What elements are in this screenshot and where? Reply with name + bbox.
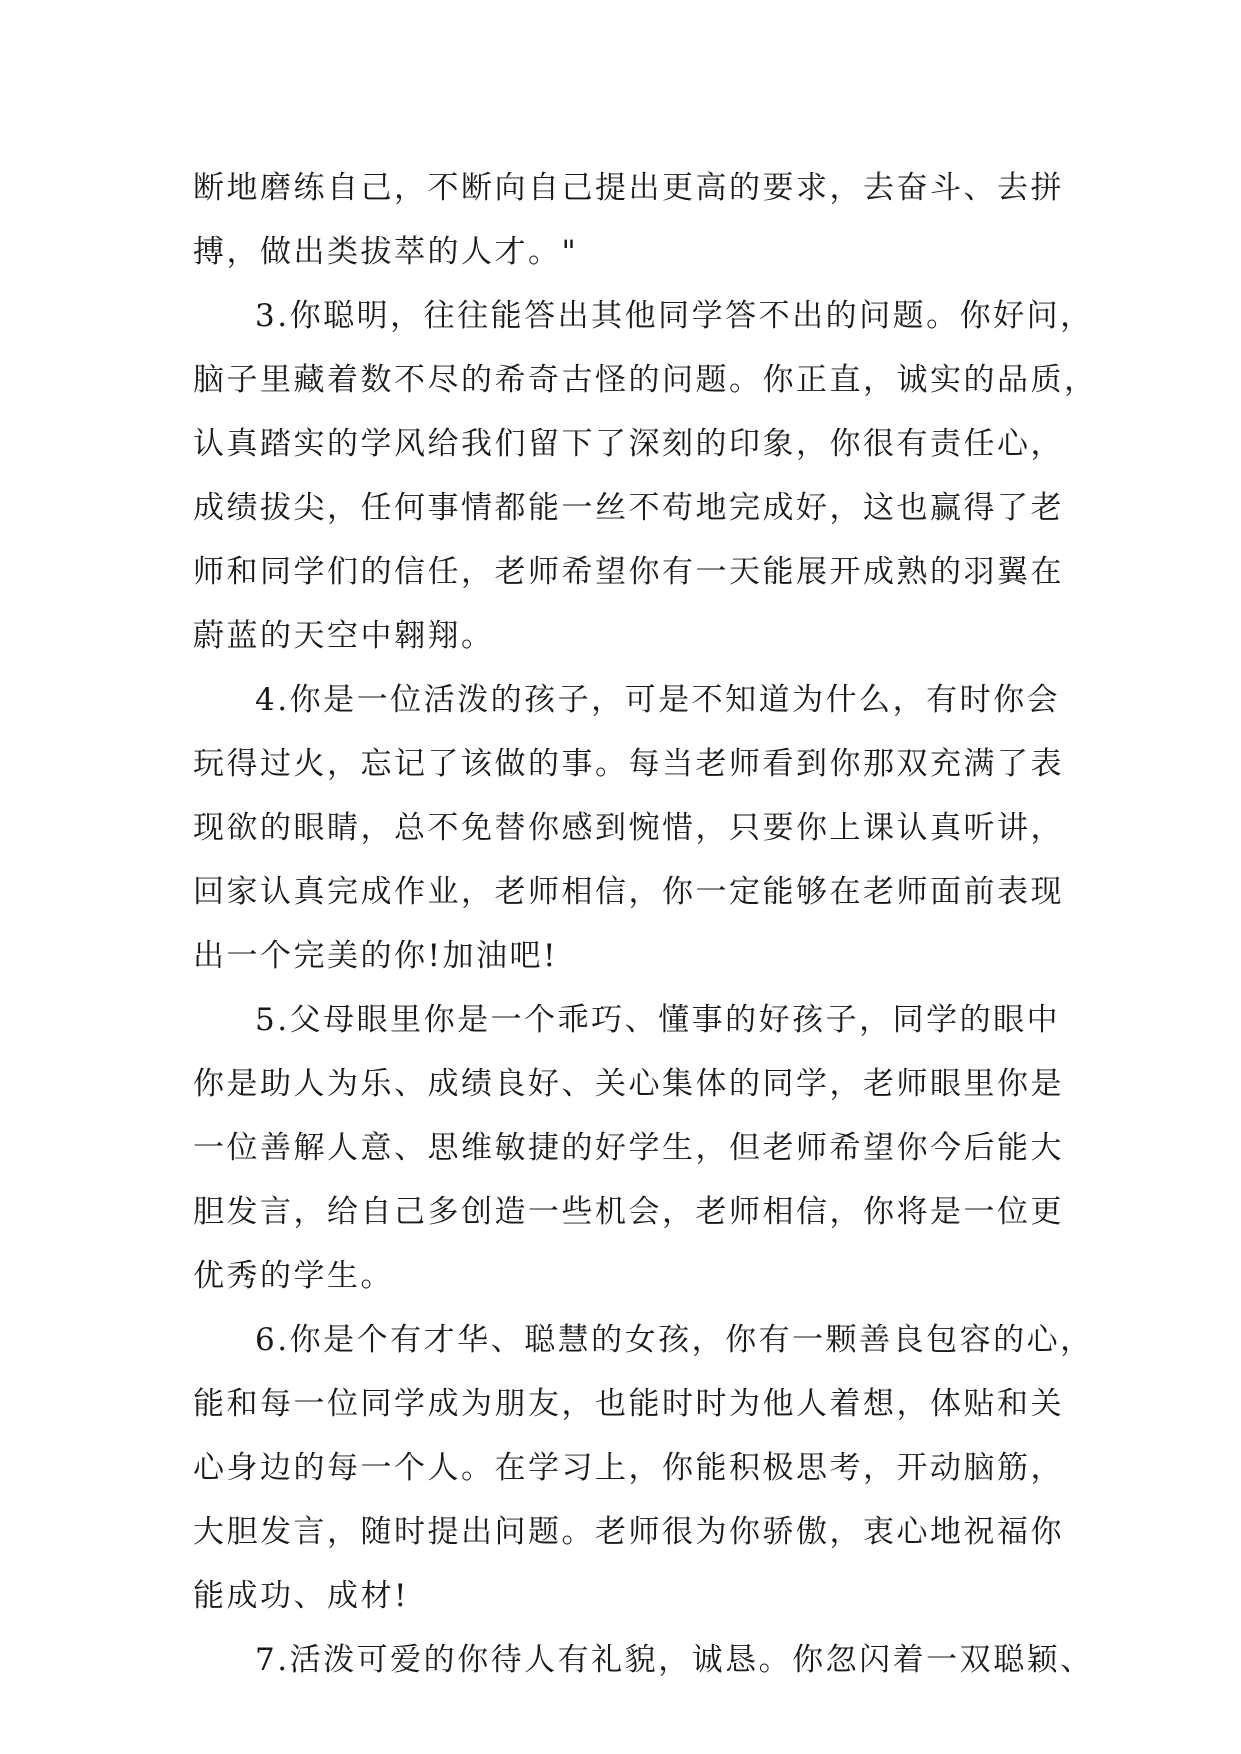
text-line: 蔚蓝的天空中翱翔。: [193, 618, 495, 654]
text-line: 5.父母眼里你是一个乖巧、懂事的好孩子，同学的眼中: [255, 1002, 1061, 1038]
text-line: 能成功、成材!: [193, 1578, 409, 1614]
text-line: 回家认真完成作业，老师相信，你一定能够在老师面前表现: [193, 874, 1064, 910]
text-line: 一位善解人意、思维敏捷的好学生，但老师希望你今后能大: [193, 1130, 1064, 1166]
text-line: 7.活泼可爱的你待人有礼貌，诚恳。你忽闪着一双聪颖、: [255, 1642, 1094, 1678]
text-line: 师和同学们的信任，老师希望你有一天能展开成熟的羽翼在: [193, 554, 1064, 590]
text-line: 大胆发言，随时提出问题。老师很为你骄傲，衷心地祝福你: [193, 1514, 1064, 1550]
text-line: 优秀的学生。: [193, 1258, 394, 1294]
text-line: 6.你是个有才华、聪慧的女孩，你有一颗善良包容的心，: [255, 1322, 1094, 1358]
text-line: 能和每一位同学成为朋友，也能时时为他人着想，体贴和关: [193, 1386, 1064, 1422]
text-line: 3.你聪明，往往能答出其他同学答不出的问题。你好问，: [255, 298, 1094, 334]
text-line: 你是助人为乐、成绩良好、关心集体的同学，老师眼里你是: [193, 1066, 1064, 1102]
text-line: 出一个完美的你!加油吧!: [193, 938, 558, 974]
text-line: 成绩拔尖，任何事情都能一丝不苟地完成好，这也赢得了老: [193, 490, 1064, 526]
text-line: 认真踏实的学风给我们留下了深刻的印象，你很有责任心，: [193, 426, 1064, 462]
text-line: 胆发言，给自己多创造一些机会，老师相信，你将是一位更: [193, 1194, 1064, 1230]
text-line: 断地磨练自己，不断向自己提出更高的要求，去奋斗、去拼: [193, 170, 1064, 206]
text-line: 心身边的每一个人。在学习上，你能积极思考，开动脑筋，: [193, 1450, 1064, 1486]
document-body: [193, 156, 1098, 1692]
text-line: 玩得过火，忘记了该做的事。每当老师看到你那双充满了表: [193, 746, 1064, 782]
text-line: 搏，做出类拔萃的人才。": [193, 234, 579, 270]
text-line: 脑子里藏着数不尽的希奇古怪的问题。你正直，诚实的品质，: [193, 362, 1098, 398]
text-line: 现欲的眼睛，总不免替你感到惋惜，只要你上课认真听讲，: [193, 810, 1064, 846]
text-line: 4.你是一位活泼的孩子，可是不知道为什么，有时你会: [255, 682, 1061, 718]
